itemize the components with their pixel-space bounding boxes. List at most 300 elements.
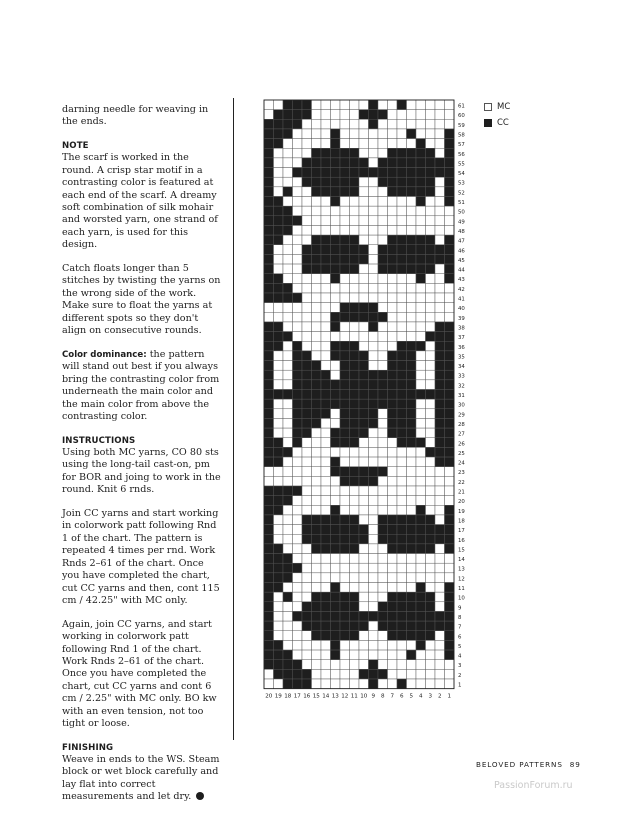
chart-cell-cc xyxy=(445,592,455,602)
chart-cell-mc xyxy=(397,110,407,120)
instructions-paragraph-2: Join CC yarns and start working in colorwork patt following Rnd 1 of the chart. The pattern is repeated 4 times per rnd. Work Rnds 2–61 of the chart. Once you have completed the chart, cut CC yarns and then, cont 115 cm / 42.25" with MC only. xyxy=(62,508,220,606)
chart-cell-cc xyxy=(274,129,284,139)
chart-cell-mc xyxy=(416,447,426,457)
chart-cell-cc xyxy=(264,505,274,515)
chart-cell-mc xyxy=(388,447,398,457)
chart-cell-cc xyxy=(340,631,350,641)
chart-cell-cc xyxy=(407,418,417,428)
instructions-heading: INSTRUCTIONS xyxy=(62,435,136,446)
chart-cell-cc xyxy=(388,361,398,371)
chart-row-label: 52 xyxy=(458,190,465,197)
chart-cell-cc xyxy=(397,544,407,554)
chart-cell-cc xyxy=(264,148,274,158)
chart-row-label: 32 xyxy=(458,383,465,390)
chart-cell-mc xyxy=(426,370,436,380)
chart-cell-cc xyxy=(397,148,407,158)
chart-cell-cc xyxy=(407,351,417,361)
chart-cell-mc xyxy=(302,467,312,477)
chart-cell-cc xyxy=(321,380,331,390)
chart-cell-mc xyxy=(283,197,293,207)
chart-cell-mc xyxy=(397,476,407,486)
chart-cell-cc xyxy=(350,148,360,158)
chart-cell-cc xyxy=(293,418,303,428)
chart-cell-cc xyxy=(378,515,388,525)
chart-cell-cc xyxy=(340,168,350,178)
chart-cell-mc xyxy=(435,554,445,564)
chart-cell-mc xyxy=(331,563,341,573)
chart-cell-cc xyxy=(331,428,341,438)
chart-cell-mc xyxy=(293,303,303,313)
chart-cell-cc xyxy=(321,399,331,409)
chart-cell-cc xyxy=(388,390,398,400)
chart-cell-mc xyxy=(397,496,407,506)
chart-cell-mc xyxy=(369,332,379,342)
chart-cell-cc xyxy=(312,264,322,274)
chart-cell-mc xyxy=(274,303,284,313)
chart-cell-cc xyxy=(331,168,341,178)
chart-cell-cc xyxy=(435,322,445,332)
chart-cell-cc xyxy=(312,611,322,621)
chart-cell-mc xyxy=(369,245,379,255)
chart-cell-cc xyxy=(312,380,322,390)
chart-cell-cc xyxy=(388,418,398,428)
chart-cell-mc xyxy=(293,148,303,158)
chart-cell-cc xyxy=(445,583,455,593)
chart-cell-cc xyxy=(331,534,341,544)
chart-cell-cc xyxy=(378,602,388,612)
chart-cell-mc xyxy=(445,303,455,313)
chart-column-label: 4 xyxy=(418,693,423,700)
chart-cell-mc xyxy=(283,438,293,448)
chart-cell-cc xyxy=(426,592,436,602)
chart-cell-mc xyxy=(369,438,379,448)
chart-cell-cc xyxy=(378,380,388,390)
chart-cell-mc xyxy=(312,129,322,139)
chart-cell-cc xyxy=(312,399,322,409)
chart-column-label: 16 xyxy=(303,693,311,700)
chart-cell-mc xyxy=(407,679,417,689)
chart-cell-mc xyxy=(369,283,379,293)
chart-cell-cc xyxy=(369,303,379,313)
chart-cell-mc xyxy=(350,206,360,216)
chart-cell-cc xyxy=(407,245,417,255)
chart-cell-mc xyxy=(359,274,369,284)
chart-cell-cc xyxy=(445,640,455,650)
chart-cell-mc xyxy=(331,225,341,235)
chart-cell-mc xyxy=(274,621,284,631)
chart-cell-mc xyxy=(388,669,398,679)
chart-cell-mc xyxy=(293,640,303,650)
chart-cell-cc xyxy=(283,293,293,303)
chart-cell-cc xyxy=(416,602,426,612)
chart-cell-cc xyxy=(435,254,445,264)
chart-cell-mc xyxy=(416,370,426,380)
chart-cell-cc xyxy=(331,602,341,612)
chart-cell-mc xyxy=(302,332,312,342)
chart-cell-cc xyxy=(274,274,284,284)
chart-cell-mc xyxy=(426,303,436,313)
chart-cell-mc xyxy=(302,225,312,235)
chart-cell-mc xyxy=(350,486,360,496)
chart-cell-cc xyxy=(350,351,360,361)
chart-cell-mc xyxy=(369,293,379,303)
chart-cell-cc xyxy=(445,534,455,544)
chart-cell-mc xyxy=(369,534,379,544)
chart-cell-cc xyxy=(331,515,341,525)
chart-cell-cc xyxy=(445,158,455,168)
chart-cell-mc xyxy=(407,563,417,573)
chart-cell-mc xyxy=(416,399,426,409)
chart-cell-mc xyxy=(378,225,388,235)
chart-cell-cc xyxy=(359,611,369,621)
chart-cell-cc xyxy=(445,390,455,400)
chart-cell-cc xyxy=(293,409,303,419)
chart-cell-mc xyxy=(312,457,322,467)
chart-cell-cc xyxy=(331,505,341,515)
chart-row-label: 24 xyxy=(458,460,465,467)
chart-cell-cc xyxy=(264,225,274,235)
chart-cell-mc xyxy=(283,602,293,612)
chart-cell-cc xyxy=(407,428,417,438)
chart-cell-cc xyxy=(445,254,455,264)
chart-cell-mc xyxy=(426,554,436,564)
chart-cell-cc xyxy=(283,496,293,506)
chart-cell-cc xyxy=(359,168,369,178)
chart-cell-mc xyxy=(378,283,388,293)
chart-cell-cc xyxy=(312,361,322,371)
chart-cell-cc xyxy=(293,399,303,409)
chart-cell-mc xyxy=(283,168,293,178)
chart-cell-mc xyxy=(274,515,284,525)
chart-cell-mc xyxy=(274,312,284,322)
chart-cell-mc xyxy=(435,100,445,110)
chart-cell-cc xyxy=(407,399,417,409)
chart-cell-cc xyxy=(435,158,445,168)
chart-cell-mc xyxy=(359,660,369,670)
chart-cell-mc xyxy=(378,447,388,457)
chart-cell-cc xyxy=(426,544,436,554)
chart-cell-cc xyxy=(340,158,350,168)
chart-cell-mc xyxy=(359,583,369,593)
chart-cell-cc xyxy=(321,631,331,641)
chart-cell-mc xyxy=(302,341,312,351)
chart-cell-cc xyxy=(388,148,398,158)
chart-cell-mc xyxy=(264,303,274,313)
chart-cell-mc xyxy=(397,312,407,322)
chart-cell-mc xyxy=(388,438,398,448)
chart-cell-mc xyxy=(388,119,398,129)
chart-cell-cc xyxy=(302,621,312,631)
chart-cell-mc xyxy=(369,573,379,583)
chart-row-label: 8 xyxy=(458,614,462,621)
chart-cell-cc xyxy=(369,399,379,409)
chart-column-label: 9 xyxy=(371,693,376,700)
chart-cell-mc xyxy=(378,457,388,467)
chart-cell-cc xyxy=(340,428,350,438)
chart-cell-mc xyxy=(359,438,369,448)
chart-cell-cc xyxy=(264,129,274,139)
chart-cell-mc xyxy=(274,370,284,380)
chart-cell-mc xyxy=(283,505,293,515)
chart-cell-mc xyxy=(321,312,331,322)
chart-cell-mc xyxy=(340,660,350,670)
chart-cell-mc xyxy=(293,457,303,467)
chart-cell-mc xyxy=(378,341,388,351)
chart-cell-mc xyxy=(426,467,436,477)
chart-cell-mc xyxy=(293,245,303,255)
chart-cell-mc xyxy=(350,563,360,573)
chart-cell-mc xyxy=(321,447,331,457)
chart-cell-cc xyxy=(302,361,312,371)
chart-cell-mc xyxy=(407,640,417,650)
chart-cell-mc xyxy=(426,583,436,593)
chart-cell-mc xyxy=(397,505,407,515)
chart-cell-mc xyxy=(435,486,445,496)
chart-cell-cc xyxy=(312,631,322,641)
finishing-text: Weave in ends to the WS. Steam block or wet block carefully and lay flat into correct measurements and let dry. xyxy=(62,753,220,803)
chart-cell-mc xyxy=(321,332,331,342)
chart-cell-mc xyxy=(369,225,379,235)
chart-cell-cc xyxy=(264,457,274,467)
chart-cell-cc xyxy=(274,293,284,303)
chart-cell-mc xyxy=(331,554,341,564)
chart-cell-cc xyxy=(359,418,369,428)
chart-cell-cc xyxy=(407,235,417,245)
chart-cell-cc xyxy=(340,611,350,621)
chart-cell-mc xyxy=(416,669,426,679)
chart-cell-mc xyxy=(350,669,360,679)
chart-row-label: 47 xyxy=(458,238,465,245)
chart-row-label: 3 xyxy=(458,663,462,670)
chart-cell-mc xyxy=(321,467,331,477)
chart-cell-cc xyxy=(321,254,331,264)
chart-cell-mc xyxy=(445,100,455,110)
chart-cell-cc xyxy=(407,438,417,448)
chart-cell-cc xyxy=(350,515,360,525)
chart-cell-cc xyxy=(426,177,436,187)
chart-cell-mc xyxy=(321,351,331,361)
chart-cell-mc xyxy=(283,370,293,380)
chart-cell-cc xyxy=(359,110,369,120)
chart-cell-cc xyxy=(397,370,407,380)
chart-cell-cc xyxy=(331,322,341,332)
chart-cell-mc xyxy=(369,129,379,139)
chart-cell-mc xyxy=(359,100,369,110)
chart-cell-cc xyxy=(397,611,407,621)
chart-cell-cc xyxy=(388,158,398,168)
chart-cell-cc xyxy=(312,602,322,612)
chart-cell-mc xyxy=(350,129,360,139)
chart-cell-mc xyxy=(378,361,388,371)
chart-cell-cc xyxy=(378,177,388,187)
chart-cell-mc xyxy=(302,496,312,506)
chart-cell-mc xyxy=(283,245,293,255)
chart-cell-mc xyxy=(359,187,369,197)
chart-cell-cc xyxy=(312,245,322,255)
chart-row-label: 60 xyxy=(458,113,465,120)
chart-cell-mc xyxy=(350,216,360,226)
chart-cell-mc xyxy=(359,283,369,293)
chart-cell-mc xyxy=(264,312,274,322)
chart-cell-cc xyxy=(407,409,417,419)
chart-cell-mc xyxy=(407,660,417,670)
chart-cell-mc xyxy=(283,611,293,621)
chart-cell-mc xyxy=(416,496,426,506)
chart-cell-cc xyxy=(369,679,379,689)
chart-cell-mc xyxy=(283,583,293,593)
chart-cell-mc xyxy=(426,650,436,660)
chart-cell-mc xyxy=(359,139,369,149)
chart-cell-cc xyxy=(388,611,398,621)
chart-cell-mc xyxy=(312,660,322,670)
chart-cell-mc xyxy=(416,361,426,371)
chart-row-label: 53 xyxy=(458,180,465,187)
chart-cell-mc xyxy=(388,274,398,284)
chart-cell-mc xyxy=(378,274,388,284)
chart-cell-mc xyxy=(435,110,445,120)
chart-cell-mc xyxy=(369,602,379,612)
chart-cell-mc xyxy=(397,322,407,332)
chart-cell-cc xyxy=(302,515,312,525)
chart-cell-mc xyxy=(369,341,379,351)
chart-cell-cc xyxy=(378,245,388,255)
chart-cell-mc xyxy=(378,679,388,689)
chart-cell-mc xyxy=(293,332,303,342)
chart-cell-mc xyxy=(369,264,379,274)
chart-cell-mc xyxy=(264,110,274,120)
chart-cell-mc xyxy=(445,216,455,226)
chart-cell-cc xyxy=(321,264,331,274)
chart-cell-cc xyxy=(293,486,303,496)
chart-cell-mc xyxy=(283,351,293,361)
chart-cell-mc xyxy=(388,206,398,216)
chart-cell-cc xyxy=(264,515,274,525)
chart-cell-cc xyxy=(274,216,284,226)
chart-cell-cc xyxy=(407,534,417,544)
chart-cell-mc xyxy=(397,332,407,342)
chart-cell-cc xyxy=(274,119,284,129)
chart-cell-cc xyxy=(445,457,455,467)
chart-row-label: 39 xyxy=(458,315,465,322)
chart-cell-mc xyxy=(416,486,426,496)
chart-cell-cc xyxy=(340,361,350,371)
chart-cell-cc xyxy=(426,187,436,197)
chart-cell-mc xyxy=(283,139,293,149)
chart-cell-mc xyxy=(359,563,369,573)
chart-cell-cc xyxy=(302,264,312,274)
chart-cell-mc xyxy=(302,438,312,448)
chart-cell-mc xyxy=(445,496,455,506)
chart-cell-cc xyxy=(416,187,426,197)
chart-cell-mc xyxy=(388,554,398,564)
chart-cell-mc xyxy=(274,418,284,428)
chart-cell-cc xyxy=(264,177,274,187)
chart-cell-mc xyxy=(369,457,379,467)
chart-cell-cc xyxy=(312,235,322,245)
chart-cell-cc xyxy=(388,187,398,197)
chart-row-label: 6 xyxy=(458,634,462,641)
chart-cell-cc xyxy=(293,119,303,129)
chart-cell-cc xyxy=(359,390,369,400)
chart-cell-cc xyxy=(445,361,455,371)
chart-cell-mc xyxy=(369,197,379,207)
chart-cell-cc xyxy=(274,225,284,235)
chart-cell-mc xyxy=(445,660,455,670)
chart-cell-cc xyxy=(264,235,274,245)
chart-cell-cc xyxy=(274,544,284,554)
chart-cell-mc xyxy=(331,110,341,120)
chart-cell-mc xyxy=(331,206,341,216)
chart-cell-mc xyxy=(321,486,331,496)
chart-cell-cc xyxy=(426,534,436,544)
chart-cell-cc xyxy=(312,544,322,554)
chart-cell-cc xyxy=(283,100,293,110)
chart-cell-mc xyxy=(274,148,284,158)
chart-cell-cc xyxy=(350,264,360,274)
chart-cell-mc xyxy=(350,274,360,284)
chart-cell-cc xyxy=(302,418,312,428)
chart-cell-mc xyxy=(416,418,426,428)
chart-cell-mc xyxy=(283,158,293,168)
chart-cell-mc xyxy=(293,177,303,187)
chart-cell-mc xyxy=(378,293,388,303)
chart-cell-mc xyxy=(407,274,417,284)
chart-cell-cc xyxy=(293,428,303,438)
chart-cell-mc xyxy=(359,631,369,641)
chart-cell-mc xyxy=(293,264,303,274)
chart-cell-mc xyxy=(350,225,360,235)
chart-cell-mc xyxy=(312,650,322,660)
chart-cell-cc xyxy=(264,119,274,129)
chart-cell-cc xyxy=(283,592,293,602)
chart-cell-mc xyxy=(274,399,284,409)
chart-cell-mc xyxy=(312,447,322,457)
chart-cell-mc xyxy=(426,119,436,129)
chart-cell-mc xyxy=(388,650,398,660)
chart-row-label: 1 xyxy=(458,682,462,689)
chart-cell-cc xyxy=(331,254,341,264)
chart-cell-cc xyxy=(388,409,398,419)
chart-cell-cc xyxy=(397,187,407,197)
chart-cell-cc xyxy=(264,640,274,650)
chart-cell-cc xyxy=(445,621,455,631)
chart-cell-cc xyxy=(274,669,284,679)
chart-cell-cc xyxy=(264,660,274,670)
chart-cell-cc xyxy=(407,380,417,390)
chart-cell-cc xyxy=(359,254,369,264)
chart-cell-mc xyxy=(331,496,341,506)
chart-cell-cc xyxy=(350,476,360,486)
legend-cc-label: CC xyxy=(497,118,509,128)
chart-cell-mc xyxy=(331,332,341,342)
chart-cell-mc xyxy=(359,592,369,602)
chart-cell-mc xyxy=(274,631,284,641)
chart-cell-mc xyxy=(331,370,341,380)
chart-cell-mc xyxy=(416,380,426,390)
chart-cell-mc xyxy=(340,216,350,226)
chart-cell-mc xyxy=(416,409,426,419)
chart-cell-cc xyxy=(312,515,322,525)
chart-cell-cc xyxy=(264,361,274,371)
chart-cell-mc xyxy=(416,312,426,322)
chart-cell-mc xyxy=(445,110,455,120)
chart-cell-mc xyxy=(388,303,398,313)
chart-cell-mc xyxy=(416,216,426,226)
chart-cell-cc xyxy=(388,621,398,631)
chart-cell-cc xyxy=(302,525,312,535)
chart-cell-cc xyxy=(331,438,341,448)
chart-cell-mc xyxy=(369,274,379,284)
